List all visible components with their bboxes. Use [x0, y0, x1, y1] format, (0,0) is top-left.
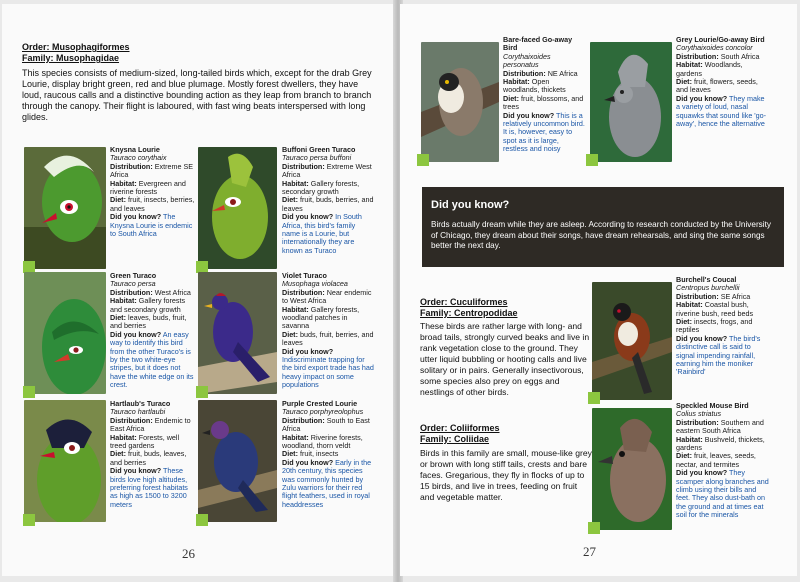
bird-habitat: Evergreen and riverine forests	[110, 178, 186, 197]
bird-habitat: Gallery forests, secondary growth	[282, 178, 360, 197]
bird-latin: Tauraco porphyreolophus	[282, 407, 364, 417]
did-you-know-title: Did you know?	[431, 199, 510, 211]
label-diet: Diet:	[110, 449, 126, 459]
bird-name: Purple Crested Lourie	[282, 399, 358, 408]
bird-name: Violet Turaco	[282, 271, 327, 280]
bird-distribution: South to East Africa	[282, 415, 370, 434]
family-heading: Family: Coliidae	[420, 434, 490, 444]
bird-name: Hartlaub's Turaco	[110, 399, 171, 408]
green-square-marker	[588, 392, 600, 404]
bird-latin: Colius striatus	[676, 409, 722, 419]
bird-name: Burchell's Coucal	[676, 275, 737, 284]
label-diet: Diet:	[110, 313, 126, 323]
bird-fact: The Knysna Lourie is endemic to South Africa	[110, 212, 193, 239]
bird-entry-violet-turaco	[282, 272, 374, 390]
bird-diet: fruit, blossoms, and trees	[503, 93, 584, 112]
label-distribution: Distribution:	[282, 287, 325, 297]
label-did-you-know: Did you know?	[110, 212, 162, 222]
label-diet: Diet:	[282, 329, 298, 339]
page-number-right: 27	[583, 544, 596, 559]
label-distribution: Distribution:	[110, 287, 153, 297]
bird-fact: An easy way to identify this bird from the other Turaco's is by the two white-eye stripes, but it does not have the white edge on its crest.	[110, 329, 194, 390]
label-distribution: Distribution:	[282, 161, 325, 171]
label-did-you-know: Did you know?	[676, 333, 728, 343]
label-habitat: Habitat:	[282, 304, 309, 314]
label-did-you-know: Did you know?	[676, 468, 728, 478]
bird-habitat: Gallery forests, woodland patches in savanna	[282, 304, 360, 331]
label-diet: Diet:	[676, 317, 692, 327]
label-habitat: Habitat:	[110, 432, 137, 442]
bird-entry-speckled-mouse-bird	[676, 402, 770, 520]
left-intro-paragraph: This species consists of medium-sized, long-tailed birds which, except for the drab Grey Lourie, display bright green, red and blue plumage. Mostly forest dwellers, they have loud, raucous calls and a distinctive bounding action as they leap from branch to branch through the canopy. Their flight is laboured, with fast wing beats interspersed with long glides.	[22, 68, 372, 122]
left-page	[2, 4, 395, 576]
bird-diet: fruit, flowers, seeds, and leaves	[676, 77, 758, 95]
left-section-heading	[22, 42, 130, 64]
label-habitat: Habitat:	[676, 60, 703, 70]
bird-name: Buffoni Green Turaco	[282, 145, 356, 154]
cuculiformes-intro: These birds are rather large with long- and broad tails, strongly curved beaks and live in rank vegetation close to the ground. They utter liquid bubbling or hooting calls and live solitary or in pairs. Generally insectivorous, some species also prey on eggs and nestlings of other birds.	[420, 321, 590, 397]
family-heading: Family: Centropodidae	[420, 308, 518, 318]
bird-habitat: Bushveld, thickets, gardens	[676, 434, 765, 453]
label-habitat: Habitat:	[282, 178, 309, 188]
bird-entry-buffoni	[282, 146, 374, 255]
bird-name: Grey Lourie/Go-away Bird	[676, 35, 765, 44]
bird-fact: This is a relatively uncommon bird. It is, however, easy to spot as it is large, restless and noisy	[503, 110, 585, 154]
bird-distribution: Southern and eastern South Africa	[676, 417, 764, 436]
bird-diet: fruit, buds, berries, and leaves	[282, 195, 374, 213]
bird-fact: The bird's distinctive call is said to signal impending rainfall, earning him the moniker 'Rainbird'	[676, 333, 761, 377]
right-page	[400, 4, 797, 576]
label-did-you-know: Did you know?	[110, 329, 162, 339]
purple-crested-lourie-photo	[198, 400, 277, 522]
bird-distribution: Extreme SE Africa	[110, 161, 194, 180]
speckled-mouse-bird-photo	[592, 408, 672, 530]
bird-diet: leaves, buds, fruit, and berries	[110, 313, 187, 331]
bird-distribution: Endemic to East Africa	[110, 415, 191, 434]
label-diet: Diet:	[110, 195, 126, 205]
bird-distribution: South Africa	[720, 51, 760, 61]
bird-habitat: Riverine forests, woodland, thorn veldt	[282, 432, 363, 451]
bird-fact: In South Africa, this bird's family name is a Lourie, but internationally they are known as Turaco	[282, 212, 362, 255]
did-you-know-body: Birds actually dream while they are asleep. According to research conducted by the University of Chicago, they dream about their songs, have dream rehearsals, and sing the same songs better the next day.	[431, 220, 771, 250]
order-heading: Order: Musophagiformes	[22, 42, 130, 52]
order-heading: Order: Cuculiformes	[420, 297, 508, 307]
bird-name: Bare-faced Go-away Bird	[503, 35, 573, 53]
label-habitat: Habitat:	[110, 178, 137, 188]
violet-turaco-photo	[198, 272, 277, 394]
bird-name: Knysna Lourie	[110, 145, 160, 154]
label-distribution: Distribution:	[676, 291, 719, 301]
bird-habitat: Woodlands, gardens	[676, 60, 743, 78]
buffoni-turaco-photo	[198, 147, 277, 269]
bird-diet: fruit, insects	[299, 449, 339, 459]
coliiformes-heading	[420, 423, 500, 445]
bird-diet: fruit, buds, leaves, and berries	[110, 449, 187, 467]
bird-latin: Tauraco persa buffoni	[282, 153, 352, 163]
page-number-left: 26	[182, 546, 195, 561]
green-square-marker	[196, 386, 208, 398]
label-distribution: Distribution:	[110, 415, 153, 425]
label-distribution: Distribution:	[676, 51, 719, 61]
label-diet: Diet:	[676, 451, 692, 461]
label-habitat: Habitat:	[676, 434, 703, 444]
bird-entry-grey-lourie	[676, 36, 768, 128]
bird-habitat: Gallery forests and secondary growth	[110, 296, 186, 314]
bird-distribution: Near endemic to West Africa	[282, 287, 372, 306]
bird-name: Green Turaco	[110, 271, 157, 280]
bird-diet: fruit, leaves, seeds, nectar, and termites	[676, 451, 756, 469]
bird-latin: Tauraco corythaix	[110, 153, 167, 163]
bird-diet: buds, fruit, berries, and leaves	[282, 329, 374, 348]
bird-latin: Musophaga violacea	[282, 279, 348, 289]
label-did-you-know: Did you know?	[503, 110, 555, 120]
label-diet: Diet:	[676, 77, 692, 87]
bird-diet: fruit, insects, berries, and leaves	[110, 195, 195, 213]
label-distribution: Distribution:	[503, 68, 546, 78]
label-did-you-know: Did you know?	[676, 93, 728, 103]
bird-habitat: Forests, well treed gardens	[110, 432, 180, 451]
green-square-marker	[417, 154, 429, 166]
order-heading: Order: Coliiformes	[420, 423, 500, 433]
bird-distribution: West Africa	[154, 287, 191, 297]
bird-habitat: Open woodlands, thickets	[503, 77, 566, 95]
bird-fact: Indiscriminate trapping for the bird export trade has had heavy impact on some populations	[282, 355, 374, 390]
bare-faced-go-away-photo	[421, 42, 499, 162]
bird-latin: Corythaixoides personatus	[503, 51, 551, 70]
bird-latin: Tauraco persa	[110, 279, 156, 289]
family-heading: Family: Musophagidae	[22, 53, 120, 63]
coliiformes-intro: Birds in this family are small, mouse-like grey or brown with long stiff tails, crests and bare faces. Gregarious, they fly in flocks of up to 15 birds, and live in trees, feeding on fruit and vegetable matter.	[420, 448, 592, 502]
label-distribution: Distribution:	[110, 161, 153, 171]
bird-fact: They make a variety of loud, nasal squawks that sound like 'go-away', hence the alternative	[676, 93, 767, 129]
bird-entry-knysna	[110, 146, 195, 238]
bird-latin: Corythaixoides concolor	[676, 43, 753, 53]
label-habitat: Habitat:	[110, 296, 137, 306]
label-did-you-know: Did you know?	[282, 212, 334, 222]
bird-distribution: NE Africa	[547, 68, 578, 78]
bird-distribution: SE Africa	[720, 291, 751, 301]
hartlaubs-turaco-photo	[24, 400, 106, 522]
green-square-marker	[196, 514, 208, 526]
label-habitat: Habitat:	[503, 77, 530, 87]
cuculiformes-heading	[420, 297, 518, 319]
label-distribution: Distribution:	[282, 415, 325, 425]
bird-entry-bare-faced-go-away	[503, 36, 585, 154]
burchells-coucal-photo	[592, 282, 672, 400]
bird-distribution: Extreme West Africa	[282, 161, 372, 180]
label-did-you-know: Did you know?	[282, 457, 334, 467]
green-turaco-photo	[24, 272, 106, 394]
green-square-marker	[588, 522, 600, 534]
grey-lourie-photo	[590, 42, 672, 162]
label-diet: Diet:	[282, 195, 298, 205]
label-diet: Diet:	[282, 449, 298, 459]
bird-diet: insects, frogs, and reptiles	[676, 317, 753, 335]
label-diet: Diet:	[503, 93, 519, 103]
did-you-know-box	[422, 187, 784, 267]
green-square-marker	[23, 514, 35, 526]
bird-entry-hartlaubs-turaco	[110, 400, 195, 509]
green-square-marker	[23, 386, 35, 398]
label-did-you-know: Did you know?	[282, 346, 334, 356]
bird-entry-purple-crested-lourie	[282, 400, 374, 509]
bird-entry-green-turaco	[110, 272, 195, 390]
label-distribution: Distribution:	[676, 417, 719, 427]
bird-habitat: Coastal bush, riverine bush, reed beds	[676, 300, 754, 318]
knysna-lourie-photo	[24, 147, 106, 269]
label-did-you-know: Did you know?	[110, 466, 162, 476]
bird-fact: Early in the 20th century, this species was commonly hunted by Zulu warriors for their red flight feathers, used in royal headdresses	[282, 457, 372, 509]
label-habitat: Habitat:	[282, 432, 309, 442]
bird-latin: Centropus burchellii	[676, 283, 740, 293]
bird-entry-burchells-coucal	[676, 276, 770, 377]
label-habitat: Habitat:	[676, 300, 703, 310]
bird-fact: These birds love high altitudes, preferring forest habitats as high as 1500 to 3200 meters	[110, 466, 188, 509]
bird-latin: Tauraco hartlaubi	[110, 407, 166, 417]
bird-name: Speckled Mouse Bird	[676, 401, 749, 410]
bird-fact: They scamper along branches and climb using their bills and feet. They also dust-bath on the ground and at times eat soil for the minerals	[676, 468, 769, 520]
green-square-marker	[586, 154, 598, 166]
